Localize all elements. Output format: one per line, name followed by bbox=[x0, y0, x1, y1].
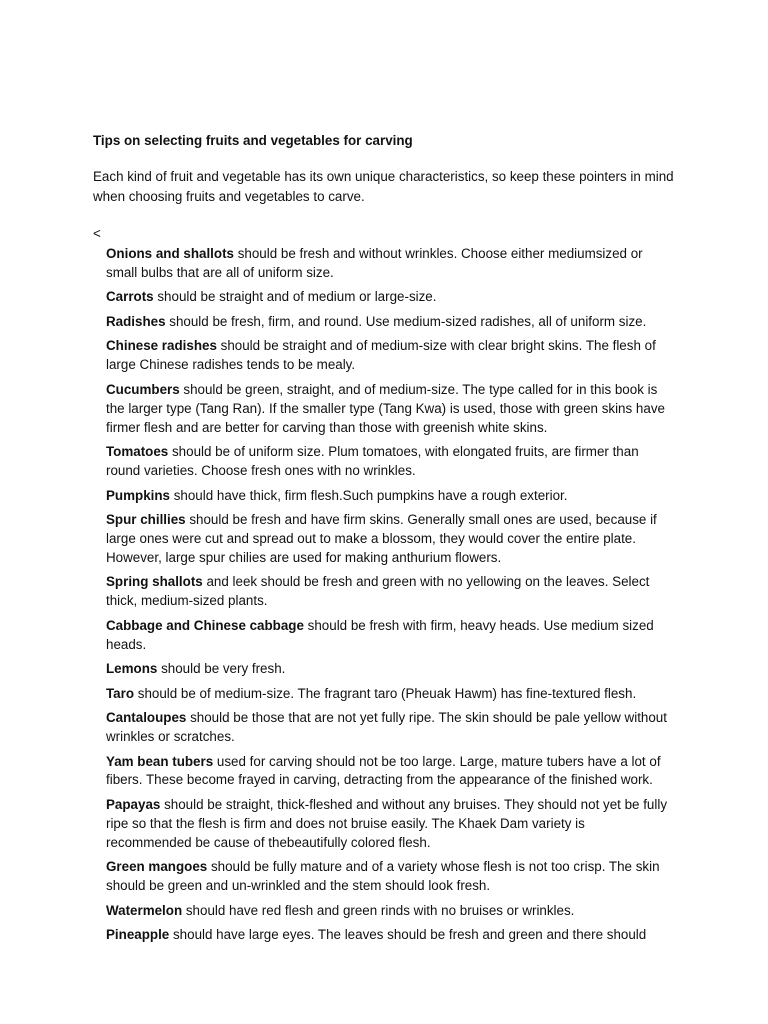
item-term: Cucumbers bbox=[106, 381, 180, 397]
list-item bbox=[106, 685, 674, 704]
item-text: should be fresh with firm, heavy heads. Use medium sized heads. bbox=[106, 617, 654, 652]
item-text: should have red flesh and green rinds with no bruises or wrinkles. bbox=[182, 902, 575, 918]
item-term: Cabbage and Chinese cabbage bbox=[106, 617, 304, 633]
item-term: Carrots bbox=[106, 289, 154, 305]
list-item bbox=[106, 511, 674, 568]
intro-paragraph: Each kind of fruit and vegetable has its own unique characteristics, so keep these pointers in mind when choosing fruits and vegetables to carve. bbox=[93, 169, 674, 204]
list-item bbox=[106, 709, 674, 747]
item-text: should be of medium-size. The fragrant taro (Pheuak Hawm) has fine-textured flesh. bbox=[134, 685, 637, 701]
item-term: Pineapple bbox=[106, 927, 170, 943]
item-text: should be green, straight, and of medium-size. The type called for in this book is the larger type (Tang Ran). If the smaller type (Tang Kwa) is used, those with green skins have firmer flesh and are better for carving than those with greenish white skins. bbox=[106, 381, 665, 435]
item-text: should be fresh, firm, and round. Use medium-sized radishes, all of uniform size. bbox=[165, 313, 647, 329]
item-term: Onions and shallots bbox=[106, 246, 234, 261]
item-term: Tomatoes bbox=[106, 444, 169, 460]
list-item bbox=[106, 443, 674, 481]
item-text: should have large eyes. The leaves should be fresh and green and there should bbox=[169, 927, 647, 943]
document-heading: Tips on selecting fruits and vegetables for carving bbox=[93, 133, 413, 148]
list-item bbox=[106, 487, 674, 506]
item-term: Cantaloupes bbox=[106, 710, 187, 726]
item-text: used for carving should not be too large. Large, mature tubers have a lot of fibers. These become frayed in carving, detracting from the appearance of the finished work. bbox=[106, 753, 661, 788]
item-term: Yam bean tubers bbox=[106, 753, 214, 769]
item-term: Papayas bbox=[106, 796, 161, 812]
item-text: should be straight and of medium or large-size. bbox=[153, 289, 437, 305]
list-marker: < bbox=[93, 226, 101, 241]
item-text: should be straight and of medium-size with clear bright skins. The flesh of large Chinese radishes tends to be mealy. bbox=[106, 338, 656, 373]
item-term: Watermelon bbox=[106, 902, 183, 918]
list-item bbox=[106, 313, 674, 332]
list-item bbox=[106, 573, 674, 611]
item-term: Spur chillies bbox=[106, 512, 186, 528]
item-text: should have thick, firm flesh.Such pumpkins have a rough exterior. bbox=[170, 487, 568, 503]
item-term: Pumpkins bbox=[106, 487, 170, 503]
list-item bbox=[106, 617, 674, 655]
item-text: should be straight, thick-fleshed and without any bruises. They should not yet be fully ripe so that the flesh is firm and does not bruise easily. The Khaek Dam variety is recommended be cause of thebeautifully colored flesh. bbox=[106, 796, 668, 850]
list-item bbox=[106, 381, 674, 438]
list-item bbox=[106, 858, 674, 896]
list-item bbox=[106, 926, 674, 945]
item-text: should be fresh and have firm skins. Generally small ones are used, because if large ones were cut and spread out to make a blossom, they would cover the entire plate. However, large spur chilies are used for making anthurium flowers. bbox=[106, 512, 657, 565]
item-text: and leek should be fresh and green with no yellowing on the leaves. Select thick, medium-sized plants. bbox=[106, 574, 650, 609]
item-text: should be of uniform size. Plum tomatoes, with elongated fruits, are firmer than round varieties. Choose fresh ones with no wrinkles. bbox=[106, 444, 639, 479]
list-item bbox=[106, 245, 674, 283]
item-text: should be fresh and without wrinkles. Choose either mediumsized or small bulbs that are all of uniform size. bbox=[106, 246, 643, 280]
list-item bbox=[106, 288, 674, 307]
item-term: Green mangoes bbox=[106, 859, 208, 875]
item-term: Spring shallots bbox=[106, 574, 203, 590]
item-text: should be those that are not yet fully ripe. The skin should be pale yellow without wrinkles or scratches. bbox=[106, 710, 667, 745]
produce-tips-list bbox=[106, 245, 674, 951]
item-term: Taro bbox=[106, 685, 135, 701]
list-item bbox=[106, 660, 674, 679]
list-item bbox=[106, 337, 674, 375]
item-text: should be very fresh. bbox=[157, 661, 286, 677]
item-term: Radishes bbox=[106, 313, 166, 329]
item-text: should be fully mature and of a variety whose flesh is not too crisp. The skin should be green and un-wrinkled and the stem should look fresh. bbox=[106, 859, 660, 894]
item-term: Lemons bbox=[106, 661, 158, 677]
list-item bbox=[106, 902, 674, 921]
list-item bbox=[106, 753, 674, 791]
list-item bbox=[106, 796, 674, 853]
item-term: Chinese radishes bbox=[106, 338, 217, 354]
